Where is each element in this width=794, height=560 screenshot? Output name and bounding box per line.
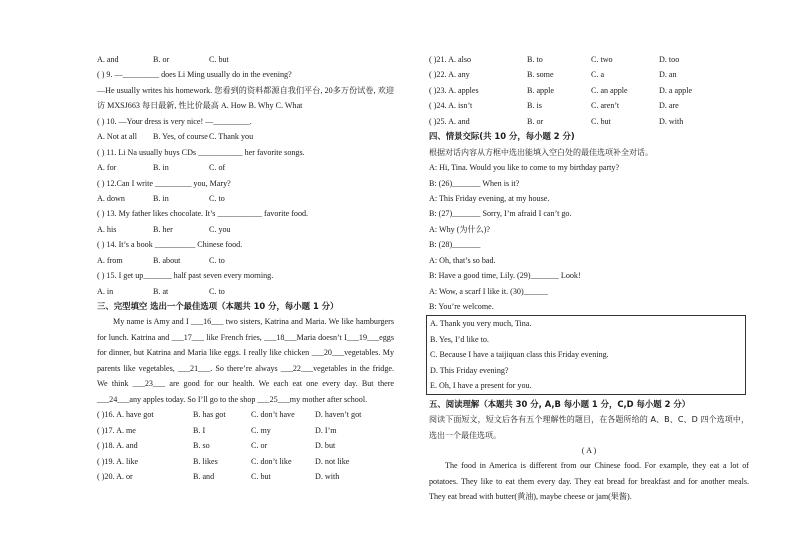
option-label: C. you xyxy=(209,224,231,234)
option-label: C. to xyxy=(209,286,225,296)
question-line: ( ) 12.Can I write _________ you, Mary? xyxy=(97,178,231,188)
options-row xyxy=(97,423,394,438)
left-column xyxy=(97,52,394,484)
option-label: D. I’m xyxy=(315,425,337,435)
option-label: B. apple xyxy=(527,85,554,95)
option-label: C. aren’t xyxy=(591,101,620,111)
option-label: B. in xyxy=(153,163,169,173)
options-row xyxy=(97,469,394,484)
option-label: B. or xyxy=(527,116,544,126)
instruction-text: 阅读下面短文，短文后各有五个理解性的题目，在各题所给的 A、B、C、D 四个选项中，选出一个最佳选项。 xyxy=(429,415,749,440)
option-label: C. but xyxy=(251,471,271,481)
option-label: ( )24. A. isn’t xyxy=(429,101,473,111)
question-line: A: Why (为什么)? xyxy=(429,224,490,234)
options-row xyxy=(97,253,394,268)
answer-option: A. Thank you very much, Tina. xyxy=(430,319,532,329)
options-row xyxy=(97,454,394,469)
option-label: C. don’t have xyxy=(251,410,295,420)
answer-option: E. Oh, I have a present for you. xyxy=(430,381,532,391)
question-line: A: Hi, Tina. Would you like to come to my birthday party? xyxy=(429,163,620,173)
option-label: D. with xyxy=(315,471,340,481)
question-line: ( ) 15. I get up_______ half past seven every morning. xyxy=(97,271,274,281)
option-label: C. Thank you xyxy=(209,132,254,142)
option-label: B. Yes, of course xyxy=(153,132,208,142)
right-column xyxy=(429,52,749,505)
section-heading: 三、完型填空 选出一个最佳选项（本题共 10 分，每小题 1 分） xyxy=(97,301,339,312)
option-label: A. his xyxy=(97,224,117,234)
options-row xyxy=(97,438,394,453)
options-row xyxy=(429,52,749,67)
question-line: ( ) 11. Li Na usually buys CDs ___________ her favorite songs. xyxy=(97,147,305,157)
question-line: A: Oh, that’s so bad. xyxy=(429,255,496,265)
options-row xyxy=(97,284,394,299)
option-label: B. in xyxy=(153,193,169,203)
question-text: —He usually writes his homework. 您看到的资料都源自我们平台, 20多万份试卷, 欢迎访 MXSJ663 每日最新, 性比价最高 A. How B. Why C. What xyxy=(97,85,394,111)
options-row xyxy=(429,83,749,98)
answer-option: D. This Friday evening? xyxy=(430,365,509,375)
option-label: ( )20. A. or xyxy=(97,471,133,481)
option-label: C. two xyxy=(591,55,613,64)
question-line: A: Wow, a scarf I like it. (30)______ xyxy=(429,286,548,296)
option-label: D. not like xyxy=(315,456,350,466)
option-label: B. is xyxy=(527,101,542,111)
options-row xyxy=(97,52,394,67)
question-line: A: This Friday evening, at my house. xyxy=(429,193,550,203)
option-label: A. from xyxy=(97,255,123,265)
option-label: A. in xyxy=(97,286,114,296)
option-label: D. haven’t got xyxy=(315,410,362,420)
options-row xyxy=(97,191,394,206)
option-label: A. for xyxy=(97,163,117,173)
option-label: B. so xyxy=(193,441,210,451)
option-label: C. of xyxy=(209,163,226,173)
option-label: C. an apple xyxy=(591,85,628,95)
options-row xyxy=(97,222,394,237)
option-label: ( )19. A. like xyxy=(97,456,139,466)
passage-paragraph: The food in America is different from our Chinese food. For example, they eat a lot of potatoes. They like to eat them every day. They eat bread for breakfast and for another meals. They eat bread with butter(黄油), maybe cheese or jam(果酱). xyxy=(429,461,749,502)
option-label: C. but xyxy=(591,116,611,126)
options-row xyxy=(429,98,749,113)
section-heading: 五、阅读理解（本题共 30 分, A,B 每小题 1 分，C,D 每小题 2 分） xyxy=(429,398,691,409)
option-label: A. Not at all xyxy=(97,132,138,142)
answer-options-box xyxy=(426,315,746,394)
instruction-text: 根据对话内容从方框中选出能填入空白处的最佳选项补全对话。 xyxy=(429,147,653,157)
option-label: D. with xyxy=(659,116,684,126)
option-label: ( )23. A. apples xyxy=(429,85,479,95)
question-line: B: Have a good time, Lily. (29)_______ Look! xyxy=(429,271,581,281)
question-line: B: (28)_______ xyxy=(429,240,481,250)
option-label: D. an xyxy=(659,70,677,80)
option-label: A. down xyxy=(97,193,125,203)
option-label: D. are xyxy=(659,101,679,111)
options-row xyxy=(429,114,749,129)
option-label: D. too xyxy=(659,55,680,64)
option-label: B. some xyxy=(527,70,554,80)
question-line: B: You’re welcome. xyxy=(429,302,494,312)
options-row xyxy=(97,129,394,144)
question-line: ( ) 13. My father likes chocolate. It’s ___________ favorite food. xyxy=(97,209,309,219)
option-label: D. a apple xyxy=(659,85,693,95)
option-label: A. and xyxy=(97,55,119,64)
options-row xyxy=(97,407,394,422)
option-label: B. about xyxy=(153,255,181,265)
option-label: B. has got xyxy=(193,410,226,420)
option-label: C. or xyxy=(251,441,268,451)
option-label: B. her xyxy=(153,224,173,234)
passage-label: ( A ) xyxy=(581,445,597,455)
options-row xyxy=(429,67,749,82)
option-label: ( )18. A. and xyxy=(97,441,138,451)
option-label: C. to xyxy=(209,193,225,203)
option-label: ( )16. A. have got xyxy=(97,410,154,420)
option-label: C. to xyxy=(209,255,225,265)
section-heading: 四、情景交际(共 10 分，每小题 2 分) xyxy=(429,131,575,142)
option-label: ( )21. A. also xyxy=(429,55,472,64)
passage-paragraph: My name is Amy and I ___16___ two sisters, Katrina and Maria. We like hamburgers for lunch. Katrina and ___17___ like French fries, ___18___Maria doesn’t I___19___eggs for dinner, but Katrina and Maria like eggs. I really like chicken ___20___vegetables. My parents like vegetables, ___21___. So there’re always ___22___vegetables in the fridge. We think ___23___ are good for our health. We each eat one every day. But there ___24___any apples today. So I’ll go to the shop ___25___my mother after school. xyxy=(97,317,394,404)
option-label: C. don’t like xyxy=(251,456,292,466)
option-label: C. but xyxy=(209,55,229,64)
option-label: B. to xyxy=(527,55,543,64)
options-row xyxy=(97,160,394,175)
answer-option: B. Yes, I’d like to. xyxy=(430,334,489,344)
question-line: ( ) 10. —Your dress is very nice! —_________. xyxy=(97,116,252,126)
question-line: B: (26)_______ When is it? xyxy=(429,178,520,188)
question-line: ( ) 14. It’s a book __________ Chinese food. xyxy=(97,240,243,250)
option-label: B. likes xyxy=(193,456,218,466)
option-label: B. and xyxy=(193,471,215,481)
option-label: C. a xyxy=(591,70,605,80)
option-label: ( )25. A. and xyxy=(429,116,470,126)
option-label: D. but xyxy=(315,441,336,451)
answer-option: C. Because I have a taijiquan class this Friday evening. xyxy=(430,350,609,360)
option-label: B. I xyxy=(193,425,206,435)
option-label: ( )17. A. me xyxy=(97,425,136,435)
option-label: ( )22. A. any xyxy=(429,70,470,80)
option-label: B. or xyxy=(153,55,170,64)
question-line: ( ) 9. —_________ does Li Ming usually do in the evening? xyxy=(97,70,292,80)
question-line: B: (27)_______ Sorry, I’m afraid I can’t go. xyxy=(429,209,572,219)
option-label: C. my xyxy=(251,425,271,435)
option-label: B. at xyxy=(153,286,169,296)
